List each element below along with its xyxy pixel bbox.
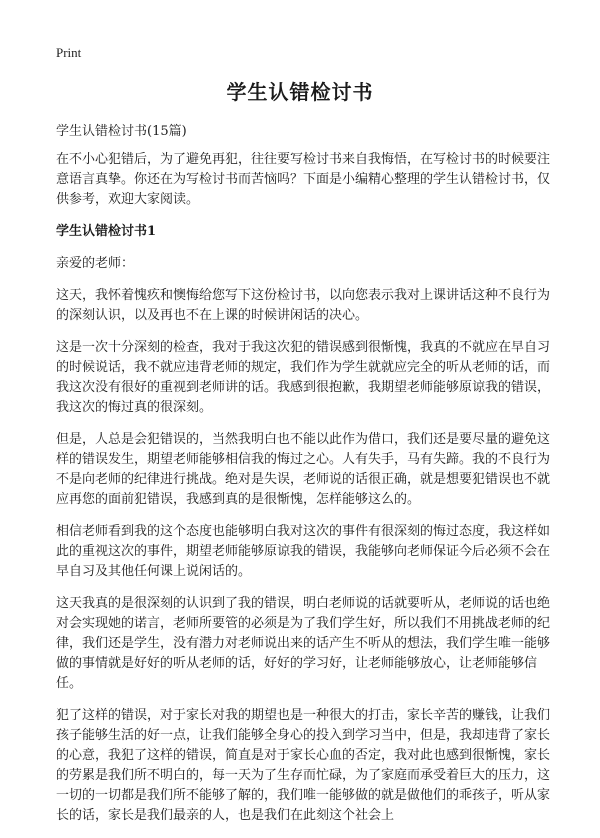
body-paragraph: 这天，我怀着愧疚和懊悔给您写下这份检讨书，以向您表示我对上课讲话这种不良行为的深刻认识，以及再也不在上课的时候讲闲话的决心。: [56, 288, 551, 323]
document-subtitle: 学生认错检讨书(15篇): [56, 124, 187, 139]
body-paragraph: 这天我真的是很深刻的认识到了我的错误，明白老师说的话就要听从，老师说的话也绝对会实现她的诺言，老师所要管的必须是为了我们学生好，所以我们不用挑战老师的纪律，我们还是学生，没有潜力对老师说出来的话产生不听从的想法，我们学生唯一能够做的事情就是好好的听从老师的话，好好的学习好，让老师能够放心，让老师能够信任。: [56, 596, 551, 691]
print-link[interactable]: Print: [56, 45, 82, 60]
body-paragraph: 这是一次十分深刻的检查，我对于我这次犯的错误感到很惭愧，我真的不就应在早自习的时候说话，我不就应违背老师的规定，我们作为学生就就应完全的听从老师的话，而我这次没有很好的重视到老师讲的话。我感到很抱歉，我期望老师能够原谅我的错误，我这次的悔过真的很深刻。: [56, 340, 551, 415]
salutation: 亲爱的老师：: [56, 256, 135, 271]
document-body: [56, 150, 550, 838]
page-title: 学生认错检讨书: [226, 80, 374, 104]
body-paragraph: 相信老师看到我的这个态度也能够明白我对这次的事件有很深刻的悔过态度，我这样如此的重视这次的事件，期望老师能够原谅我的错误，我能够向老师保证今后必须不会在早自习及其他任何课上说闲话的。: [56, 524, 551, 579]
body-paragraph: 犯了这样的错误，对于家长对我的期望也是一种很大的打击，家长辛苦的赚钱，让我们孩子能够生活的好一点，让我们能够全身心的投入到学习当中，但是，我却违背了家长的心意，我犯了这样的错误，简直是对于家长心血的否定，我对此也感到很惭愧，家长的劳累是我们所不明白的，每一天为了生存而忙碌，为了家庭而承受着巨大的压力，这一切的一切都是我们所不能够了解的，我们唯一能够做的就是做他们的乖孩子，听从家长的话，家长是我们最亲的人，也是我们在此刻这个社会上: [56, 708, 551, 823]
section-heading: 学生认错检讨书1: [56, 224, 157, 239]
body-paragraph: 但是，人总是会犯错误的，当然我明白也不能以此作为借口，我们还是要尽量的避免这样的错误发生，期望老师能够相信我的悔过之心。人有失手，马有失蹄。我的不良行为不是向老师的纪律进行挑战。绝对是失误，老师说的话很正确，就是想要犯错误也不就应再您的面前犯错误，我感到真的是很惭愧，怎样能够这么的。: [56, 432, 551, 507]
intro-paragraph: 在不小心犯错后，为了避免再犯，往往要写检讨书来自我悔悟，在写检讨书的时候要注意语言真挚。你还在为写检讨书而苦恼吗？下面是小编精心整理的学生认错检讨书，仅供参考，欢迎大家阅读。: [56, 152, 551, 207]
